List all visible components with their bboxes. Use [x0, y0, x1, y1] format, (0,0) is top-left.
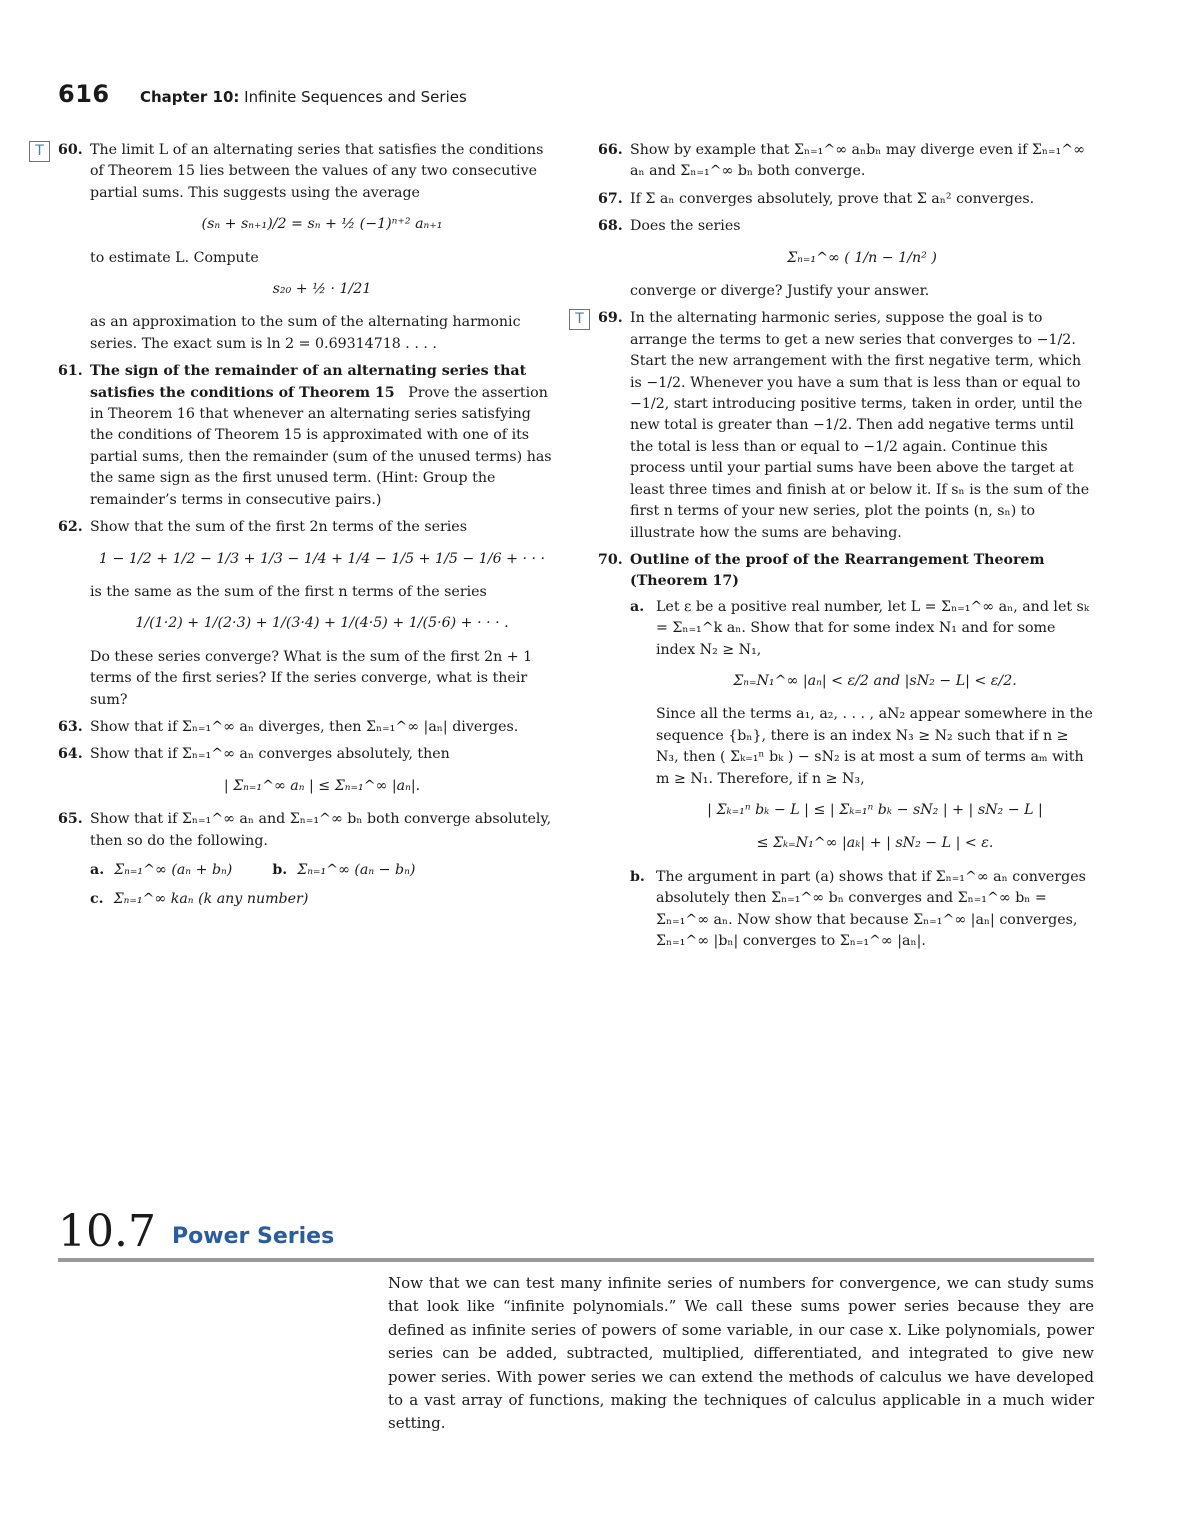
chapter-title: Infinite Sequences and Series	[244, 88, 467, 106]
exercise-69	[575, 308, 1094, 543]
subpart-b	[272, 860, 415, 881]
exercise-text: In the alternating harmonic series, suppose the goal is to arrange the terms to get a new series that converges to −1/2. Start the new arrangement with the first negative term, which is −1/2. Whenever you have a sum that is less than or equal to −1/2, start introducing positive terms, taken in order, until the new total is greater than −1/2. Then add negative terms until the total is less than or equal to −1/2 again. Continue this process until your partial sums have been above the target at least three times and finish at or below it. If sₙ is the sum of the first n terms of your new series, plot the points (n, sₙ) to illustrate how the sums are behaving.	[630, 310, 1090, 541]
subpart-text: Let ε be a positive real number, let L = Σₙ₌₁^∞ aₙ, and let sₖ = Σₙ₌₁^k aₙ. Show that for some index N₁ and for some index N₂ ≥ N₁,	[656, 598, 1090, 658]
exercise-text: Show that if Σₙ₌₁^∞ aₙ diverges, then Σₙ₌₁^∞ |aₙ| diverges.	[90, 718, 519, 735]
technology-icon: T	[569, 309, 590, 330]
section-intro: Now that we can test many infinite series of numbers for convergence, we can study sums that look like “infinite polynomials.” We call these sums power series because they are defined as infinite series of powers of some variable, in our case x. Like polynomials, power series can be added, subtracted, multiplied, differentiated, and integrated to give new power series. With power series we can extend the methods of calculus we have developed to a vast array of functions, making the techniques of calculus applicable in a much wider setting.	[388, 1274, 1094, 1433]
subpart-expression: Σₙ₌₁^∞ kaₙ (k any number)	[113, 891, 309, 908]
subpart-label: b.	[630, 868, 645, 885]
exercise-number: 66.	[598, 142, 623, 158]
section-rule	[58, 1258, 1094, 1262]
equation: ≤ Σₖ₌N₁^∞ |aₖ| + | sN₂ − L | < ε.	[756, 835, 994, 852]
subpart-c	[90, 889, 308, 910]
exercise-number: 70.	[598, 551, 623, 568]
equation: | Σₖ₌₁ⁿ bₖ − L | ≤ | Σₖ₌₁ⁿ bₖ − sN₂ | + | sN₂ − L |	[707, 801, 1043, 818]
exercise-text: Show by example that Σₙ₌₁^∞ aₙbₙ may diverge even if Σₙ₌₁^∞ aₙ and Σₙ₌₁^∞ bₙ both converge.	[630, 142, 1085, 180]
subpart-expression: Σₙ₌₁^∞ (aₙ + bₙ)	[114, 861, 233, 878]
exercise-title: Outline of the proof of the Rearrangement Theorem (Theorem 17)	[630, 551, 1045, 590]
right-column	[575, 140, 1094, 958]
exercise-61	[58, 361, 554, 511]
equation: Σₙ₌₁^∞ ( 1/n − 1/n² )	[787, 249, 937, 266]
subpart-label: c.	[90, 891, 104, 908]
subpart-label: a.	[90, 861, 105, 878]
technology-icon: T	[29, 141, 50, 162]
equation: Σₙ₌N₁^∞ |aₙ| < ε/2 and |sN₂ − L| < ε/2.	[733, 672, 1017, 689]
chapter-heading	[140, 88, 467, 106]
equation: (sₙ + sₙ₊₁)/2 = sₙ + ½ (−1)ⁿ⁺² aₙ₊₁	[201, 216, 443, 233]
section-title: Power Series	[172, 1224, 335, 1249]
exercise-number: 61.	[58, 363, 83, 380]
equation: s₂₀ + ½ · 1/21	[272, 281, 372, 298]
exercise-number: 60.	[58, 142, 83, 158]
subpart-text: Since all the terms a₁, a₂, . . . , aN₂ appear somewhere in the sequence {bₙ}, there is an index N₃ ≥ N₂ such that if n ≥ N₃, then ( Σₖ₌₁ⁿ bₖ ) − sN₂ is at most a sum of terms aₘ with m ≥ N₁. Therefore, if n ≥ N₃,	[656, 706, 1093, 787]
exercise-62	[58, 517, 554, 711]
exercise-text: converge or diverge? Justify your answer.	[630, 283, 930, 300]
subpart-label: a.	[630, 598, 645, 615]
subparts-c	[90, 889, 554, 910]
exercise-text: The limit L of an alternating series that satisfies the conditions of Theorem 15 lies between the values of any two consecutive partial sums. This suggests using the average	[90, 142, 544, 201]
exercise-text: Prove the assertion in Theorem 16 that whenever an alternating series satisfying the conditions of Theorem 15 is approximated with one of its partial sums, then the remainder (sum of the unused terms) has the same sign as the first unused term. (Hint: Group the remainder’s terms in consecutive pairs.)	[90, 384, 552, 508]
exercise-65	[58, 809, 554, 911]
exercise-text: Show that if Σₙ₌₁^∞ aₙ and Σₙ₌₁^∞ bₙ both converge absolutely, then so do the following.	[90, 811, 552, 849]
subpart-b	[630, 867, 1094, 953]
subpart-expression: Σₙ₌₁^∞ (aₙ − bₙ)	[297, 861, 416, 878]
chapter-label: Chapter 10:	[140, 88, 240, 106]
exercise-60	[35, 140, 554, 355]
exercise-number: 67.	[598, 190, 623, 207]
exercise-67	[598, 189, 1094, 210]
exercise-text: as an approximation to the sum of the alternating harmonic series. The exact sum is ln 2 = 0.69314718 . . . .	[90, 314, 521, 352]
equation: 1/(1·2) + 1/(2·3) + 1/(3·4) + 1/(4·5) + 1/(5·6) + · · · .	[135, 615, 509, 632]
exercise-body	[90, 361, 554, 511]
exercise-number: 68.	[598, 218, 623, 235]
exercise-text: If Σ aₙ converges absolutely, prove that Σ aₙ² converges.	[630, 190, 1035, 207]
equation: | Σₙ₌₁^∞ aₙ | ≤ Σₙ₌₁^∞ |aₙ|.	[223, 777, 421, 794]
exercise-number: 62.	[58, 519, 83, 536]
subpart-text: The argument in part (a) shows that if Σₙ₌₁^∞ aₙ converges absolutely then Σₙ₌₁^∞ bₙ converges and Σₙ₌₁^∞ bₙ = Σₙ₌₁^∞ aₙ. Now show that because Σₙ₌₁^∞ |aₙ| converges, Σₙ₌₁^∞ |bₙ| converges to Σₙ₌₁^∞ |aₙ|.	[656, 868, 1086, 949]
exercise-title: The sign of the remainder of an alternating series that satisfies the conditions of Theorem 15	[90, 363, 527, 401]
exercise-text: Show that if Σₙ₌₁^∞ aₙ converges absolutely, then	[90, 746, 450, 763]
exercise-text: Does the series	[630, 218, 741, 235]
exercise-63	[58, 717, 554, 738]
exercise-text: Show that the sum of the first 2n terms of the series	[90, 519, 467, 536]
exercise-text: is the same as the sum of the first n terms of the series	[90, 583, 487, 600]
subparts-ab	[90, 860, 554, 881]
exercise-66	[598, 140, 1094, 183]
exercise-text: to estimate L. Compute	[90, 249, 259, 266]
exercise-64	[58, 744, 554, 797]
exercise-number: 64.	[58, 746, 83, 763]
exercise-text: Do these series converge? What is the sum of the first 2n + 1 terms of the first series? If the series converge, what is their sum?	[90, 648, 533, 708]
left-column	[35, 140, 554, 917]
subpart-a	[630, 597, 1094, 855]
subpart-label: b.	[272, 861, 288, 878]
section-number: 10.7	[58, 1206, 156, 1257]
subpart-a	[90, 860, 232, 881]
page-number: 616	[58, 80, 110, 108]
exercise-number: 63.	[58, 718, 83, 735]
exercise-number: 65.	[58, 811, 83, 828]
exercise-68	[598, 216, 1094, 302]
exercise-70	[598, 550, 1094, 953]
exercise-number: 69.	[598, 310, 623, 327]
equation: 1 − 1/2 + 1/2 − 1/3 + 1/3 − 1/4 + 1/4 − 1/5 + 1/5 − 1/6 + · · ·	[98, 550, 546, 567]
